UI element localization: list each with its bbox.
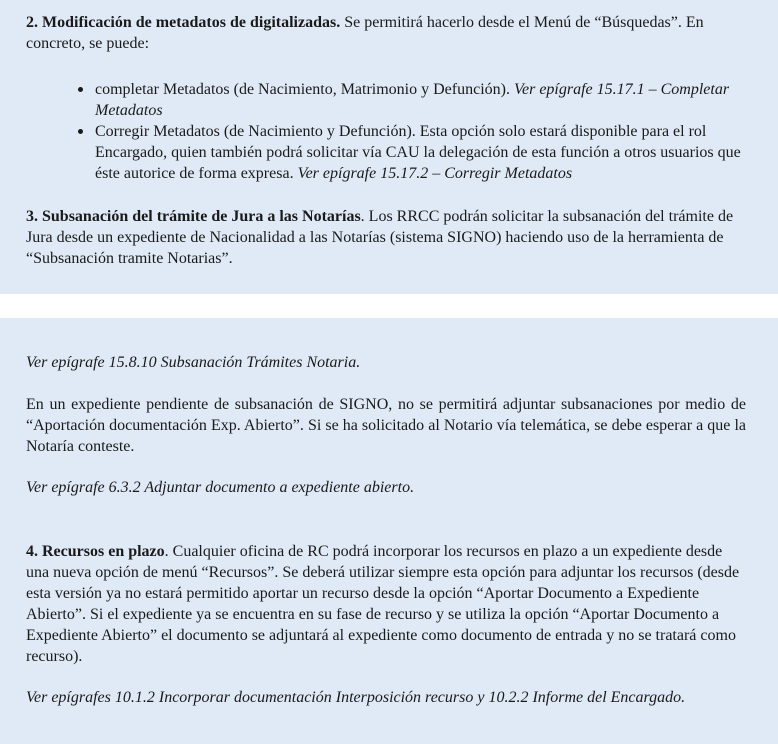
bullet-corregir-metadatos	[95, 121, 746, 184]
subsanacion-paragraph	[26, 206, 746, 269]
recursos-text: . Cualquier oficina de RC podrá incorporar los recursos en plazo a un expediente desde una nueva opción de menú “Recursos”. Se deberá utilizar siempre esta opción para adjuntar los recursos (desde esta versión ya no estará permitido aportar un recurso desde la opción “Aportar Documento a Expediente Abierto”. Si el expediente ya se encuentra en su fase de recurso y se utiliza la opción “Aportar Documento a Expediente Abierto” el documento se adjuntará al expediente como documento de entrada y no se tratará como recurso).	[26, 543, 740, 665]
metadatos-bullet-list	[26, 79, 746, 184]
bullet-completar-ref: Ver epígrafe 15.17.1 – Completar Metadatos	[95, 81, 730, 119]
modificacion-heading: 2. Modificación de metadatos de digitalizadas.	[26, 14, 341, 31]
bullet-corregir-ref: Ver epígrafe 15.17.2 – Corregir Metadatos	[297, 165, 573, 182]
modificacion-paragraph	[26, 12, 746, 54]
subsanacion-ref: Ver epígrafe 15.8.10 Subsanación Trámites Notaria.	[26, 354, 361, 371]
bullet-completar-metadatos	[95, 79, 746, 121]
recursos-heading: 4. Recursos en plazo	[26, 543, 165, 560]
subsanacion-heading: 3. Subsanación del trámite de Jura a las Notarías	[26, 208, 361, 225]
page-top-panel	[0, 0, 778, 294]
subsanacion-ref2: Ver epígrafe 6.3.2 Adjuntar documento a expediente abierto.	[26, 479, 415, 496]
page-bottom-panel	[0, 318, 778, 744]
recursos-ref: Ver epígrafes 10.1.2 Incorporar documentación Interposición recurso y 10.2.2 Informe del Encargado.	[26, 689, 686, 706]
subsanacion-text: . Los RRCC podrán solicitar la subsanación del trámite de Jura desde un expediente de Nacionalidad a las Notarías (sistema SIGNO) haciendo uso de la herramienta de “Subsanación tramite Notarias”.	[26, 208, 734, 267]
subsanacion-note: En un expediente pendiente de subsanación de SIGNO, no se permitirá adjuntar subsanaciones por medio de “Aportación documentación Exp. Abierto”. Si se ha solicitado al Notario vía telemática, se debe esperar a que la Notaría conteste.	[26, 396, 746, 455]
modificacion-text: Se permitirá hacerlo desde el Menú de “Búsquedas”. En concreto, se puede:	[26, 14, 704, 52]
bullet-completar-text: completar Metadatos (de Nacimiento, Matrimonio y Defunción).	[95, 81, 514, 98]
bullet-corregir-text: Corregir Metadatos (de Nacimiento y Defunción). Esta opción solo estará disponible para el rol Encargado, quien también podrá solicitar vía CAU la delegación de esta función a otros usuarios que éste autorice de forma expresa.	[95, 123, 741, 182]
recursos-paragraph	[26, 541, 746, 667]
